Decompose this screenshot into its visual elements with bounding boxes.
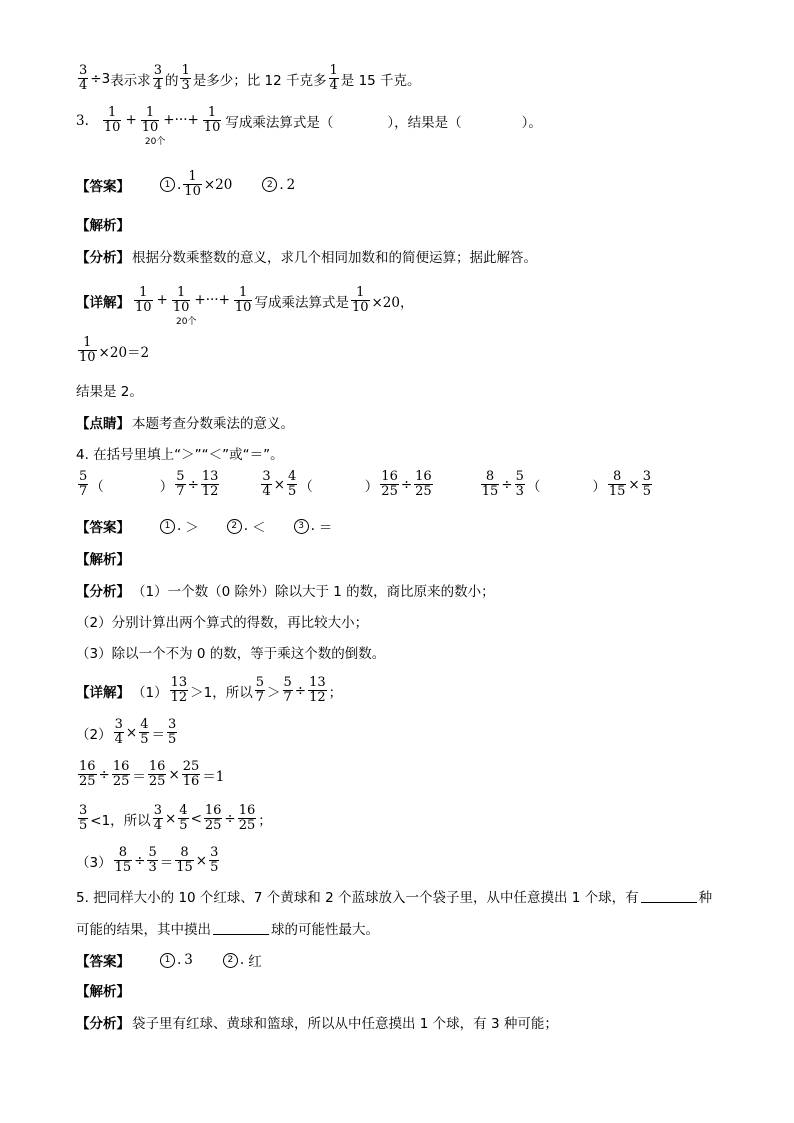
circled-number: 2 (262, 177, 277, 192)
answer-3: 【答案】 1 . $\frac{1}{10}$ ×20 2 . 2 (76, 169, 296, 199)
analysis-3: 【分析】 根据分数乘整数的意义，求几个相同加数和的简便运算；据此解答。 (76, 250, 537, 266)
answer-blank (213, 922, 269, 935)
answer-blank (641, 890, 697, 903)
circled-number: 1 (160, 177, 175, 192)
fraction-sum: $\frac{1}{10}$ + $\frac{1}{10}$ +···+ $\frac{1}{10}$ 20个 (135, 285, 252, 327)
answer-tag: 【答案】 (76, 178, 130, 195)
answer-4: 【答案】 1 . ＞ 2 . ＜ 3 . ＝ (76, 518, 333, 536)
detail-4-5: （3） $\frac{8}{15}$ ÷ $\frac{5}{3}$ ＝ $\frac{8}{15}$ × $\frac{3}{5}$ (76, 845, 219, 875)
analysis-4-1: 【分析】 （1）一个数（0 除外）除以大于 1 的数，商比原来的数小； (76, 584, 495, 600)
analysis-heading-4: 【解析】 (76, 552, 130, 568)
calc-3: $\frac{1}{10}$ ×20＝2 (79, 335, 150, 365)
term-count-label: 20个 (144, 137, 166, 147)
analysis-heading-5: 【解析】 (76, 984, 130, 1000)
question-4-items: $\frac{5}{7}$ （ ） $\frac{5}{7}$ ÷ $\frac{13}{12}$ $\frac{3}{4}$ × $\frac{4}{5}$ （ ） $\frac{16}{25}$ ÷ $\frac{16}{25}$ $\frac{8}{15}$ ÷ $\frac{5}{3}$ （ ） $\frac{8}{15}$ × $\frac{3}{5}$ (79, 469, 651, 499)
question-5-line-2: 可能的结果，其中摸出 球的可能性最大。 (76, 922, 379, 938)
intro-line: $\frac{3}{4}$ ÷3 表示求 $\frac{3}{4}$ 的 $\frac{1}{3}$ 是多少；比 12 千克多 $\frac{1}{4}$ 是 15 千克。 (79, 63, 421, 93)
detail-4-3: $\frac{16}{25}$ ÷ $\frac{16}{25}$ ＝ $\frac{16}{25}$ × $\frac{25}{16}$ ＝1 (79, 759, 225, 789)
question-4: 4. 在括号里填上“＞”“＜”或“＝”。 (76, 447, 284, 463)
question-number: 3. (76, 112, 89, 129)
detail-4-4: $\frac{3}{5}$ <1，所以 $\frac{3}{4}$ × $\frac{4}{5}$ < $\frac{16}{25}$ ÷ $\frac{16}{25}$ ； (79, 803, 272, 833)
analysis-5: 【分析】 袋子里有红球、黄球和篮球，所以从中任意摸出 1 个球，有 3 种可能； (76, 1016, 558, 1032)
term-count-label: 20个 (176, 317, 197, 327)
answer-5: 【答案】 1 . 3 2 . 红 (76, 952, 262, 970)
question-5-line-1: 5. 把同样大小的 10 个红球、7 个黄球和 2 个蓝球放入一个袋子里，从中任意摸出 1 个球，有 种 (76, 890, 713, 906)
detail-4-1: 【详解】 （1） $\frac{13}{12}$ ＞1，所以 $\frac{5}{7}$ ＞ $\frac{5}{7}$ ÷ $\frac{13}{12}$ ； (76, 675, 343, 705)
detail-4-2: （2） $\frac{3}{4}$ × $\frac{4}{5}$ ＝ $\frac{3}{5}$ (76, 717, 177, 747)
analysis-heading-3: 【解析】 (76, 218, 130, 234)
fraction-sum: $\frac{1}{10}$ + $\frac{1}{10}$ +···+ $\frac{1}{10}$ 20个 (103, 105, 221, 147)
detail-3: 【详解】 $\frac{1}{10}$ + $\frac{1}{10}$ +···+ $\frac{1}{10}$ 20个 写成乘法算式是 $\frac{1}{10}$ ×20， (76, 285, 414, 327)
comment-3: 【点睛】 本题考查分数乘法的意义。 (76, 416, 294, 432)
fraction: $\frac{3}{4}$ (153, 63, 162, 93)
fraction: $\frac{3}{4}$ (79, 63, 88, 93)
analysis-4-3: （3）除以一个不为 0 的数，等于乘这个数的倒数。 (76, 646, 386, 662)
question-3: 3. $\frac{1}{10}$ + $\frac{1}{10}$ +···+ $\frac{1}{10}$ 20个 写成乘法算式是（ ），结果是（ ）。 (76, 105, 542, 147)
result-3: 结果是 2。 (76, 384, 143, 400)
fraction: $\frac{1}{3}$ (181, 63, 190, 93)
fraction: $\frac{1}{4}$ (329, 63, 338, 93)
analysis-4-2: （2）分别计算出两个算式的得数，再比较大小； (76, 615, 369, 631)
